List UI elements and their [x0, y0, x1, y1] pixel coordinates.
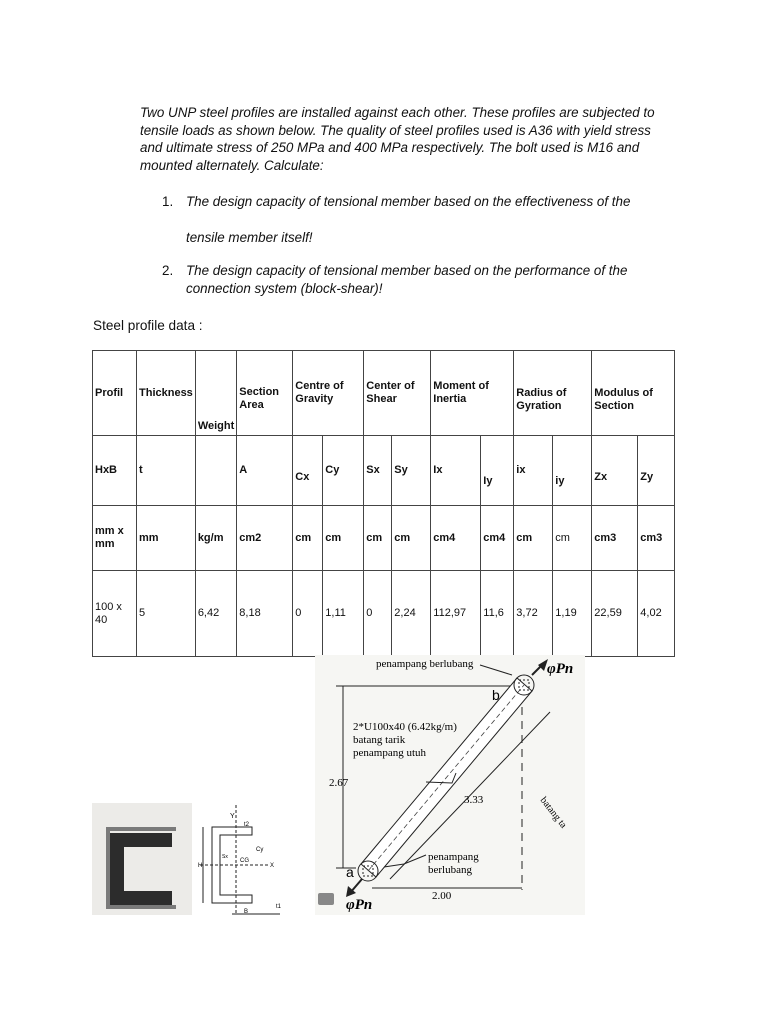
header-radius-of-gyration: Radius of Gyration — [514, 351, 592, 436]
value-cell: 22,59 — [592, 571, 638, 657]
value-cell: 8,18 — [237, 571, 293, 657]
question-1-text: The design capacity of tensional member based on the effectiveness of the — [186, 194, 631, 209]
section-label-b: B — [244, 909, 249, 915]
unit-cell: cm — [392, 506, 431, 571]
header-center-of-shear: Center of Shear — [364, 351, 431, 436]
table-label: Steel profile data : — [93, 318, 203, 333]
symbol-cell: Cx — [293, 436, 323, 506]
dimension-diagonal-label: 3.33 — [464, 794, 484, 806]
table-unit-row — [93, 506, 675, 571]
value-cell: 4,02 — [638, 571, 675, 657]
value-cell: 5 — [137, 571, 196, 657]
dimension-vertical-label: 2.67 — [329, 777, 349, 789]
label-load-top: φPn — [547, 661, 574, 677]
symbol-cell: Sy — [392, 436, 431, 506]
header-centre-of-gravity: Centre of Gravity — [293, 351, 364, 436]
value-cell: 100 x 40 — [93, 571, 137, 657]
label-member-type: 2*U100x40 (6.42kg/m) — [353, 721, 457, 733]
unp-photo — [92, 803, 192, 915]
value-cell: 2,24 — [392, 571, 431, 657]
symbol-cell: iy — [553, 436, 592, 506]
unit-cell: cm3 — [638, 506, 675, 571]
label-batang-tarik: batang tarik — [353, 734, 406, 746]
label-penampang-berlubang-top: penampang berlubang — [376, 658, 474, 670]
symbol-cell: t — [137, 436, 196, 506]
value-cell: 11,6 — [481, 571, 514, 657]
label-penampang-utuh: penampang utuh — [353, 747, 427, 759]
section-label-h: H — [198, 863, 203, 869]
unit-cell: cm — [323, 506, 364, 571]
header-weight: Weight — [195, 351, 236, 436]
value-cell: 0 — [293, 571, 323, 657]
symbol-cell: Cy — [323, 436, 364, 506]
header-moment-of-inertia: Moment of Inertia — [431, 351, 514, 436]
label-berlubang-lower: berlubang — [428, 864, 472, 876]
question-1-number: 1. — [162, 194, 174, 209]
value-cell: 6,42 — [195, 571, 236, 657]
label-penampang-lower: penampang — [428, 851, 479, 863]
unit-cell: mm — [137, 506, 196, 571]
symbol-cell: Zx — [592, 436, 638, 506]
symbol-cell: HxB — [93, 436, 137, 506]
section-label-sx: Sx — [222, 854, 228, 860]
table-value-row — [93, 571, 675, 657]
unit-cell: cm4 — [431, 506, 481, 571]
symbol-cell: Sx — [364, 436, 392, 506]
label-batang-side: batang ta — [537, 795, 569, 831]
unit-cell: mm x mm — [93, 506, 137, 571]
header-modulus-of-section: Modulus of Section — [592, 351, 675, 436]
value-cell: 1,11 — [323, 571, 364, 657]
symbol-cell: A — [237, 436, 293, 506]
steel-profile-table — [92, 350, 675, 657]
question-2-number: 2. — [162, 263, 174, 278]
unit-cell: cm4 — [481, 506, 514, 571]
symbol-cell: ix — [514, 436, 553, 506]
section-label-t1: t1 — [276, 904, 282, 910]
section-label-y: Y — [230, 813, 235, 820]
value-cell: 112,97 — [431, 571, 481, 657]
symbol-cell: Zy — [638, 436, 675, 506]
label-point-a: a — [346, 864, 354, 880]
symbol-cell: Iy — [481, 436, 514, 506]
unit-cell: cm2 — [237, 506, 293, 571]
table-symbol-row — [93, 436, 675, 506]
dimension-horizontal-label: 2.00 — [432, 890, 452, 902]
unit-cell: cm — [553, 506, 592, 571]
section-label-t2: t2 — [244, 822, 250, 828]
section-label-cy: Cy — [256, 847, 264, 853]
unit-cell: cm — [364, 506, 392, 571]
problem-intro: Two UNP steel profiles are installed against each other. These profiles are subjected to tensile loads as shown below. The quality of steel profiles used is A36 with yield stress and ultimate stress of 250 MPa and 400 MPa respectively. The bolt used is M16 and mounted alternately. Calculate: — [140, 105, 655, 173]
table-header-row — [93, 351, 675, 436]
unit-cell: cm — [293, 506, 323, 571]
unit-cell: kg/m — [195, 506, 236, 571]
label-point-b: b — [492, 687, 500, 703]
question-2-text: The design capacity of tensional member based on the performance of the connection system (block-shear)! — [186, 263, 628, 296]
value-cell: 1,19 — [553, 571, 592, 657]
symbol-cell — [195, 436, 236, 506]
truss-figure — [0, 655, 768, 915]
unit-cell: cm — [514, 506, 553, 571]
symbol-cell: Ix — [431, 436, 481, 506]
header-section-area: Section Area — [237, 351, 293, 436]
value-cell: 3,72 — [514, 571, 553, 657]
question-1-continuation-text: tensile member itself! — [186, 230, 313, 245]
scanner-logo — [318, 893, 334, 905]
section-label-x: X — [270, 863, 275, 869]
header-profil: Profil — [93, 351, 137, 436]
label-load-bottom: φPn — [346, 897, 373, 913]
header-thickness: Thickness — [137, 351, 196, 436]
unit-cell: cm3 — [592, 506, 638, 571]
section-label-cg: CG — [240, 858, 249, 864]
value-cell: 0 — [364, 571, 392, 657]
